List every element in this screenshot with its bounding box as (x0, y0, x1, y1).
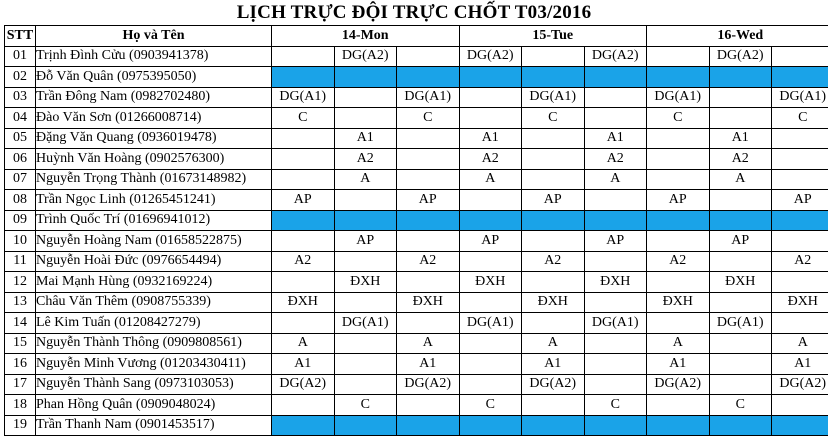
shift-cell[interactable]: DG(A1) (584, 313, 647, 334)
shift-cell[interactable] (522, 149, 585, 170)
shift-cell[interactable] (522, 46, 585, 67)
table-row (5, 87, 828, 108)
shift-cell[interactable]: A2 (397, 251, 460, 272)
shift-cell[interactable] (397, 313, 460, 334)
shift-cell[interactable]: A1 (772, 354, 828, 375)
shift-cell[interactable] (522, 313, 585, 334)
shift-cell[interactable] (334, 333, 397, 354)
shift-cell[interactable] (459, 415, 522, 436)
shift-cell[interactable] (272, 128, 335, 149)
shift-cell[interactable]: DG(A1) (522, 87, 585, 108)
shift-cell[interactable]: C (397, 108, 460, 129)
shift-cell[interactable]: AP (459, 231, 522, 252)
shift-cell[interactable] (397, 272, 460, 293)
shift-cell[interactable]: ĐXH (584, 272, 647, 293)
shift-cell[interactable] (647, 149, 710, 170)
shift-cell[interactable] (709, 292, 772, 313)
shift-cell[interactable] (397, 149, 460, 170)
shift-cell[interactable]: C (709, 395, 772, 416)
shift-cell[interactable] (334, 108, 397, 129)
table-row (5, 354, 828, 375)
stt-cell[interactable]: 01 (5, 46, 36, 67)
shift-cell[interactable]: AP (397, 190, 460, 211)
shift-cell[interactable]: A (772, 333, 828, 354)
table-row (5, 190, 828, 211)
stt-cell[interactable]: 05 (5, 128, 36, 149)
shift-cell[interactable]: ĐXH (397, 292, 460, 313)
name-cell[interactable]: Nguyễn Hoàng Nam (01658522875) (36, 231, 272, 252)
shift-cell[interactable] (397, 128, 460, 149)
shift-cell[interactable]: DG(A2) (459, 46, 522, 67)
shift-cell[interactable]: C (522, 108, 585, 129)
shift-cell[interactable]: A1 (709, 128, 772, 149)
shift-cell[interactable] (584, 354, 647, 375)
shift-cell[interactable]: A1 (334, 128, 397, 149)
shift-cell[interactable] (772, 395, 828, 416)
shift-cell[interactable] (709, 67, 772, 88)
shift-cell[interactable] (522, 272, 585, 293)
shift-cell[interactable] (709, 354, 772, 375)
shift-cell[interactable] (334, 354, 397, 375)
shift-cell[interactable] (334, 251, 397, 272)
shift-cell[interactable] (584, 251, 647, 272)
shift-cell[interactable]: A1 (459, 128, 522, 149)
shift-cell[interactable]: ĐXH (272, 292, 335, 313)
shift-cell[interactable] (772, 149, 828, 170)
shift-cell[interactable] (397, 46, 460, 67)
shift-cell[interactable]: A (584, 169, 647, 190)
shift-cell[interactable] (709, 87, 772, 108)
shift-cell[interactable] (772, 313, 828, 334)
shift-cell[interactable] (522, 231, 585, 252)
shift-cell[interactable]: DG(A2) (522, 374, 585, 395)
shift-cell[interactable] (647, 395, 710, 416)
shift-cell[interactable] (522, 395, 585, 416)
name-cell[interactable]: Nguyễn Thành Thông (0909808561) (36, 333, 272, 354)
header-row (5, 26, 828, 47)
shift-cell[interactable] (584, 67, 647, 88)
shift-cell[interactable]: A (522, 333, 585, 354)
name-cell[interactable]: Đào Văn Sơn (01266008714) (36, 108, 272, 129)
shift-cell[interactable] (647, 46, 710, 67)
shift-cell[interactable] (772, 128, 828, 149)
stt-cell[interactable]: 18 (5, 395, 36, 416)
shift-cell[interactable] (709, 333, 772, 354)
shift-cell[interactable] (647, 210, 710, 231)
shift-cell[interactable] (272, 395, 335, 416)
shift-cell[interactable] (522, 128, 585, 149)
shift-cell[interactable]: A1 (584, 128, 647, 149)
shift-cell[interactable]: A1 (272, 354, 335, 375)
table-row (5, 415, 828, 436)
shift-cell[interactable]: ĐXH (522, 292, 585, 313)
shift-cell[interactable] (459, 251, 522, 272)
sheet-title: LỊCH TRỰC ĐỘI TRỰC CHỐT T03/2016 (236, 2, 592, 23)
shift-cell[interactable]: A (709, 169, 772, 190)
shift-cell[interactable]: AP (334, 231, 397, 252)
shift-cell[interactable]: A2 (584, 149, 647, 170)
shift-cell[interactable] (584, 415, 647, 436)
shift-cell[interactable] (772, 67, 828, 88)
shift-cell[interactable]: DG(A2) (584, 46, 647, 67)
shift-cell[interactable] (459, 67, 522, 88)
shift-cell[interactable] (522, 67, 585, 88)
column-header-day[interactable]: 16-Wed (647, 26, 828, 47)
table-row (5, 169, 828, 190)
shift-cell[interactable] (709, 190, 772, 211)
shift-cell[interactable] (272, 415, 335, 436)
stt-cell[interactable]: 17 (5, 374, 36, 395)
name-cell[interactable]: Lê Kim Tuấn (01208427279) (36, 313, 272, 334)
stt-cell[interactable]: 08 (5, 190, 36, 211)
shift-cell[interactable]: ĐXH (334, 272, 397, 293)
shift-cell[interactable]: A (272, 333, 335, 354)
shift-cell[interactable] (647, 313, 710, 334)
shift-cell[interactable] (334, 415, 397, 436)
shift-cell[interactable] (772, 46, 828, 67)
shift-cell[interactable] (584, 292, 647, 313)
shift-cell[interactable] (772, 231, 828, 252)
column-header-day[interactable]: 15-Tue (459, 26, 647, 47)
table-row (5, 210, 828, 231)
shift-cell[interactable]: AP (709, 231, 772, 252)
name-cell[interactable]: Nguyễn Minh Vương (01203430411) (36, 354, 272, 375)
shift-cell[interactable]: AP (772, 190, 828, 211)
table-row (5, 374, 828, 395)
shift-cell[interactable] (334, 210, 397, 231)
shift-cell[interactable] (459, 190, 522, 211)
shift-cell[interactable]: A2 (772, 251, 828, 272)
shift-cell[interactable]: A1 (522, 354, 585, 375)
shift-cell[interactable]: A2 (272, 251, 335, 272)
table-row (5, 313, 828, 334)
shift-cell[interactable]: A2 (647, 251, 710, 272)
shift-cell[interactable]: DG(A1) (334, 313, 397, 334)
table-row (5, 128, 828, 149)
shift-cell[interactable]: DG(A2) (709, 46, 772, 67)
shift-cell[interactable] (334, 67, 397, 88)
name-cell[interactable]: Châu Văn Thêm (0908755339) (36, 292, 272, 313)
shift-cell[interactable]: DG(A1) (397, 87, 460, 108)
name-cell[interactable]: Trịnh Đình Cửu (0903941378) (36, 46, 272, 67)
shift-cell[interactable]: DG(A1) (709, 313, 772, 334)
shift-cell[interactable]: A (397, 333, 460, 354)
name-cell[interactable]: Trần Đông Nam (0982702480) (36, 87, 272, 108)
shift-cell[interactable]: C (459, 395, 522, 416)
shift-cell[interactable] (647, 67, 710, 88)
shift-cell[interactable] (459, 333, 522, 354)
shift-cell[interactable] (459, 87, 522, 108)
shift-cell[interactable] (459, 108, 522, 129)
table-row (5, 292, 828, 313)
shift-cell[interactable]: AP (647, 190, 710, 211)
table-row (5, 46, 828, 67)
shift-cell[interactable] (584, 333, 647, 354)
schedule-body (5, 46, 828, 436)
shift-cell[interactable]: DG(A1) (647, 87, 710, 108)
shift-cell[interactable]: A (459, 169, 522, 190)
shift-cell[interactable]: ĐXH (772, 292, 828, 313)
shift-cell[interactable] (397, 169, 460, 190)
stt-cell[interactable]: 06 (5, 149, 36, 170)
shift-cell[interactable]: C (334, 395, 397, 416)
name-cell[interactable]: Đặng Văn Quang (0936019478) (36, 128, 272, 149)
shift-cell[interactable]: DG(A2) (334, 46, 397, 67)
shift-cell[interactable] (584, 108, 647, 129)
shift-cell[interactable]: A2 (459, 149, 522, 170)
shift-cell[interactable]: AP (522, 190, 585, 211)
shift-cell[interactable] (522, 169, 585, 190)
shift-cell[interactable]: ĐXH (647, 292, 710, 313)
table-row (5, 251, 828, 272)
duty-schedule-table (4, 25, 828, 436)
shift-cell[interactable] (584, 87, 647, 108)
shift-cell[interactable] (709, 251, 772, 272)
shift-cell[interactable] (709, 210, 772, 231)
shift-cell[interactable] (459, 210, 522, 231)
name-cell[interactable]: Nguyễn Trọng Thành (01673148982) (36, 169, 272, 190)
shift-cell[interactable] (397, 231, 460, 252)
shift-cell[interactable] (272, 272, 335, 293)
name-cell[interactable]: Trình Quốc Trí (01696941012) (36, 210, 272, 231)
shift-cell[interactable]: DG(A1) (272, 87, 335, 108)
shift-cell[interactable] (334, 292, 397, 313)
stt-cell[interactable]: 16 (5, 354, 36, 375)
shift-cell[interactable] (647, 415, 710, 436)
name-cell[interactable]: Huỳnh Văn Hoàng (0902576300) (36, 149, 272, 170)
stt-cell[interactable]: 14 (5, 313, 36, 334)
shift-cell[interactable] (272, 313, 335, 334)
shift-cell[interactable] (584, 190, 647, 211)
shift-cell[interactable] (397, 395, 460, 416)
stt-cell[interactable]: 19 (5, 415, 36, 436)
shift-cell[interactable]: AP (272, 190, 335, 211)
shift-cell[interactable] (647, 231, 710, 252)
shift-cell[interactable]: A1 (397, 354, 460, 375)
shift-cell[interactable] (334, 374, 397, 395)
stt-cell[interactable]: 02 (5, 67, 36, 88)
shift-cell[interactable]: A (334, 169, 397, 190)
stt-cell[interactable]: 04 (5, 108, 36, 129)
shift-cell[interactable] (522, 210, 585, 231)
table-row (5, 333, 828, 354)
shift-cell[interactable]: A2 (709, 149, 772, 170)
shift-cell[interactable] (584, 210, 647, 231)
shift-cell[interactable]: A1 (647, 354, 710, 375)
name-cell[interactable]: Phan Hồng Quân (0909048024) (36, 395, 272, 416)
shift-cell[interactable] (772, 210, 828, 231)
shift-cell[interactable]: C (772, 108, 828, 129)
shift-cell[interactable] (459, 374, 522, 395)
table-row (5, 67, 828, 88)
shift-cell[interactable]: DG(A2) (272, 374, 335, 395)
shift-cell[interactable] (272, 67, 335, 88)
shift-cell[interactable] (772, 169, 828, 190)
shift-cell[interactable]: C (272, 108, 335, 129)
name-cell[interactable]: Đỗ Văn Quân (0975395050) (36, 67, 272, 88)
shift-cell[interactable] (272, 169, 335, 190)
shift-cell[interactable] (584, 374, 647, 395)
shift-cell[interactable]: DG(A2) (397, 374, 460, 395)
shift-cell[interactable] (772, 272, 828, 293)
shift-cell[interactable]: DG(A1) (459, 313, 522, 334)
shift-cell[interactable] (397, 415, 460, 436)
shift-cell[interactable] (272, 149, 335, 170)
stt-cell[interactable]: 11 (5, 251, 36, 272)
shift-cell[interactable] (459, 292, 522, 313)
shift-cell[interactable] (709, 374, 772, 395)
table-row (5, 231, 828, 252)
shift-cell[interactable] (647, 272, 710, 293)
shift-cell[interactable]: DG(A2) (647, 374, 710, 395)
shift-cell[interactable] (772, 415, 828, 436)
table-row (5, 395, 828, 416)
stt-cell[interactable]: 10 (5, 231, 36, 252)
name-cell[interactable]: Nguyễn Thành Sang (0973103053) (36, 374, 272, 395)
stt-cell[interactable]: 12 (5, 272, 36, 293)
shift-cell[interactable] (334, 87, 397, 108)
shift-cell[interactable] (334, 190, 397, 211)
shift-cell[interactable]: A2 (522, 251, 585, 272)
table-row (5, 272, 828, 293)
shift-cell[interactable] (647, 169, 710, 190)
name-cell[interactable]: Nguyễn Hoài Đức (0976654494) (36, 251, 272, 272)
column-header-day[interactable]: 14-Mon (272, 26, 460, 47)
table-row (5, 108, 828, 129)
shift-cell[interactable] (397, 67, 460, 88)
name-cell[interactable]: Mai Mạnh Hùng (0932169224) (36, 272, 272, 293)
shift-cell[interactable]: DG(A2) (772, 374, 828, 395)
table-row (5, 149, 828, 170)
shift-cell[interactable] (647, 128, 710, 149)
name-cell[interactable]: Trần Ngọc Linh (01265451241) (36, 190, 272, 211)
shift-cell[interactable]: A (647, 333, 710, 354)
shift-cell[interactable] (397, 210, 460, 231)
stt-cell[interactable]: 13 (5, 292, 36, 313)
stt-cell[interactable]: 07 (5, 169, 36, 190)
shift-cell[interactable]: A2 (334, 149, 397, 170)
shift-cell[interactable]: C (584, 395, 647, 416)
shift-cell[interactable]: DG(A1) (772, 87, 828, 108)
column-header-name[interactable]: Họ và Tên (36, 26, 272, 47)
shift-cell[interactable]: ĐXH (459, 272, 522, 293)
stt-cell[interactable]: 15 (5, 333, 36, 354)
shift-cell[interactable]: AP (584, 231, 647, 252)
shift-cell[interactable] (272, 231, 335, 252)
shift-cell[interactable]: ĐXH (709, 272, 772, 293)
shift-cell[interactable]: C (647, 108, 710, 129)
stt-cell[interactable]: 09 (5, 210, 36, 231)
shift-cell[interactable] (272, 46, 335, 67)
name-cell[interactable]: Trần Thanh Nam (0901453517) (36, 415, 272, 436)
stt-cell[interactable]: 03 (5, 87, 36, 108)
shift-cell[interactable] (459, 354, 522, 375)
column-header-stt[interactable]: STT (5, 26, 36, 47)
shift-cell[interactable] (709, 415, 772, 436)
shift-cell[interactable] (272, 210, 335, 231)
shift-cell[interactable] (709, 108, 772, 129)
shift-cell[interactable] (522, 415, 585, 436)
